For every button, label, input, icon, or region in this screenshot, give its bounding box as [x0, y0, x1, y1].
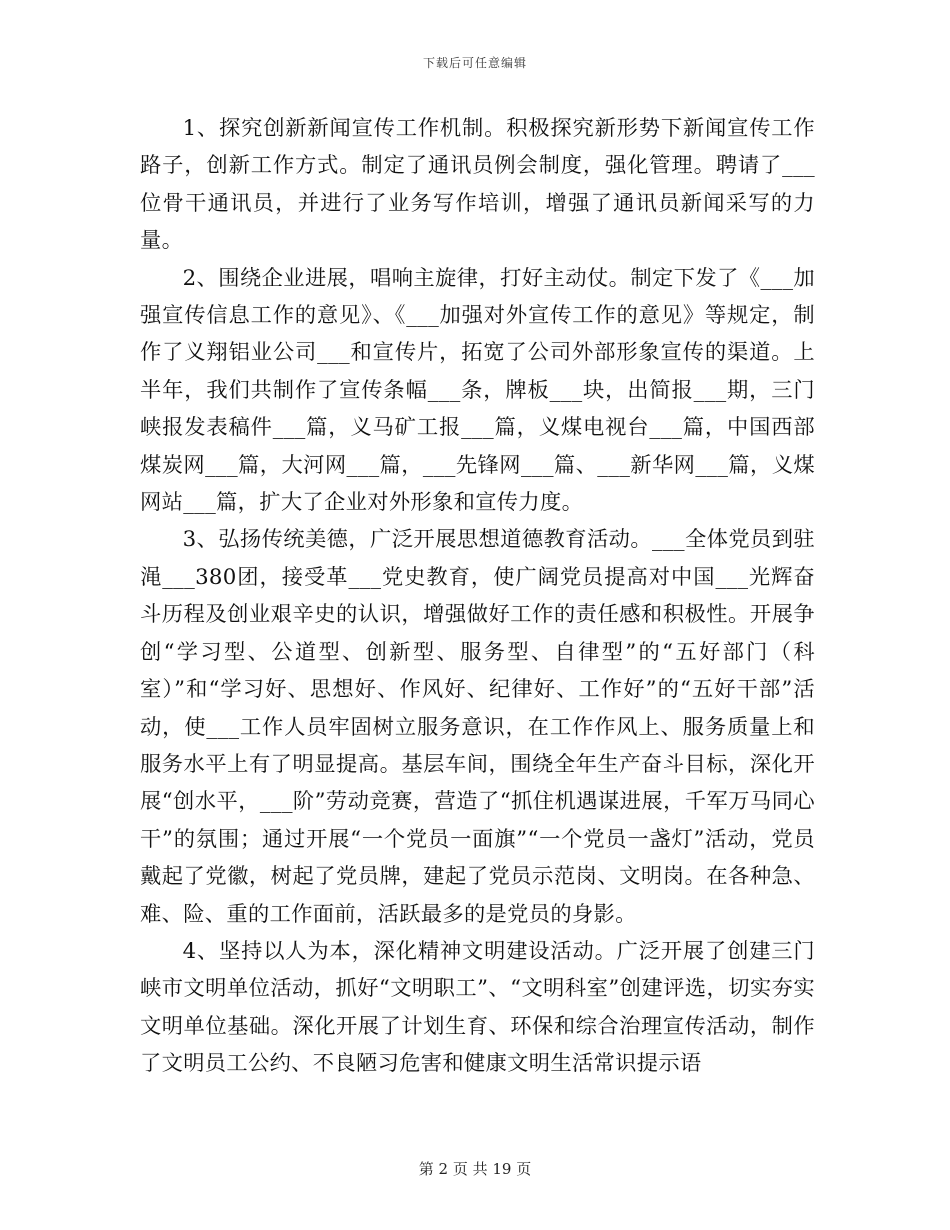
page-number: 第 2 页 共 19 页 — [418, 1160, 532, 1178]
paragraph-1: 1、探究创新新闻宣传工作机制。积极探究新形势下新闻宣传工作路子，创新工作方式。制定了通讯员例会制度，强化管理。聘请了___位骨干通讯员，并进行了业务写作培训，增强了通讯员新闻采写的力量。 — [140, 116, 815, 254]
paragraph-3: 3、弘扬传统美德，广泛开展思想道德教育活动。___全体党员到驻渑___380团，接受革___党史教育，使广阔党员提高对中国___光辉奋斗历程及创业艰辛史的认识，增强做好工作的责任感和积极性。开展争创“学习型、公道型、创新型、服务型、自律型”的“五好部门（科室）”和“学习好、思想好、作风好、纪律好、工作好”的“五好干部”活动，使___工作人员牢固树立服务意识，在工作作风上、服务质量上和服务水平上有了明显提高。基层车间，围绕全年生产奋斗目标，深化开展“创水平，___阶”劳动竞赛，营造了“抓住机遇谋进展，千军万马同心干”的氛围；通过开展“一个党员一面旗”“一个党员一盏灯”活动，党员戴起了党徽，树起了党员牌，建起了党员示范岗、文明岗。在各种急、难、险、重的工作面前，活跃最多的是党员的身影。 — [140, 527, 815, 927]
document-body — [140, 110, 815, 1083]
paragraph-4: 4、坚持以人为本，深化精神文明建设活动。广泛开展了创建三门峡市文明单位活动，抓好“文明职工”、“文明科室”创建评选，切实夯实文明单位基础。深化开展了计划生育、环保和综合治理宣传活动，制作了文明员工公约、不良陋习危害和健康文明生活常识提示语 — [140, 938, 815, 1077]
page-header-note: 下载后可任意编辑 — [422, 56, 527, 70]
paragraph-2: 2、围绕企业进展，唱响主旋律，打好主动仗。制定下发了《___加强宣传信息工作的意见》、《___加强对外宣传工作的意见》等规定，制作了义翔铝业公司___和宣传片，拓宽了公司外部形象宣传的渠道。上半年，我们共制作了宣传条幅___条，牌板___块，出简报___期，三门峡报发表稿件___篇，义马矿工报___篇，义煤电视台___篇，中国西部煤炭网___篇，大河网___篇，___先锋网___篇、___新华网___篇，义煤网站___篇，扩大了企业对外形象和宣传力度。 — [140, 265, 815, 516]
